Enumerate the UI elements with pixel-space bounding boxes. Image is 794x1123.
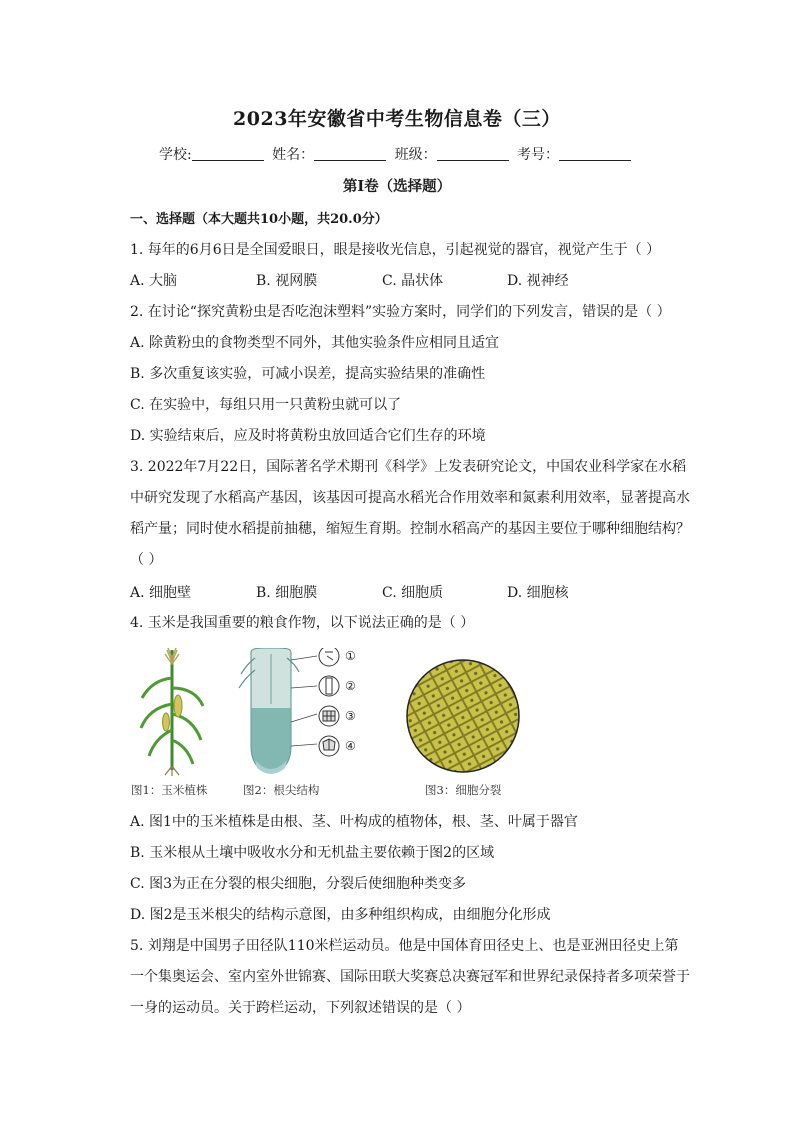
part-title: 第I卷（选择题） [342,178,452,195]
cell-division-figure [403,656,523,776]
figure-1-caption: 图1：玉米植株 [131,783,208,797]
q1-option-c[interactable]: C. 晶状体 [382,273,444,289]
q2-option-d[interactable]: D. 实验结束后，应及时将黄粉虫放回适合它们生存的环境 [130,428,486,444]
root-tip-figure [233,648,373,778]
school-blank[interactable] [192,146,264,161]
question-5-stem-line-1: 5. 刘翔是中国男子田径队110米栏运动员。他是中国体育田径史上、也是亚洲田径史上第 [130,938,679,954]
question-1-stem: 1. 每年的6月6日是全国爱眼日，眼是接收光信息，引起视觉的器官，视觉产生于（ ） [130,242,661,258]
class-label: 班级： [394,147,437,163]
name-label: 姓名： [272,147,315,163]
q4-option-c[interactable]: C. 图3为正在分裂的根尖细胞，分裂后使细胞种类变多 [130,876,467,892]
q4-option-a[interactable]: A. 图1中的玉米植株是由根、茎、叶构成的植物体，根、茎、叶属于器官 [130,814,578,830]
q3-option-b[interactable]: B. 细胞膜 [256,585,318,601]
question-2-stem: 2. 在讨论“探究黄粉虫是否吃泡沫塑料”实验方案时，同学们的下列发言，错误的是（ ） [130,304,671,320]
question-3-stem-line-3: 稻产量；同时使水稻提前抽穗，缩短生育期。控制水稻高产的基因主要位于哪种细胞结构？ [130,521,690,537]
number-label: 考号： [517,147,560,163]
q1-option-d[interactable]: D. 视神经 [507,273,569,289]
q4-option-d[interactable]: D. 图2是玉米根尖的结构示意图，由多种组织构成，由细胞分化形成 [130,907,551,923]
class-blank[interactable] [437,146,509,161]
figure-3-caption: 图3：细胞分裂 [425,783,502,797]
question-5-stem-line-2: 一个集奥运会、室内室外世锦赛、国际田联大奖赛总决赛冠军和世界纪录保持者多项荣誉于 [130,969,690,985]
q2-option-c[interactable]: C. 在实验中，每组只用一只黄粉虫就可以了 [130,397,402,413]
marker-2: ② [345,679,356,693]
question-4-figures [125,640,545,800]
school-label: 学校: [158,147,192,163]
question-4-stem: 4. 玉米是我国重要的粮食作物，以下说法正确的是（ ） [130,615,475,631]
marker-3: ③ [345,709,356,723]
marker-1: ① [345,649,356,663]
corn-plant-figure [137,648,207,776]
q3-option-c[interactable]: C. 细胞质 [382,585,444,601]
page-title: 2023年安徽省中考生物信息卷（三） [233,108,561,130]
student-info-row [0,144,794,164]
q3-option-a[interactable]: A. 细胞壁 [130,585,192,601]
marker-4: ④ [345,739,356,753]
name-blank[interactable] [314,146,386,161]
q4-option-b[interactable]: B. 玉米根从土壤中吸收水分和无机盐主要依赖于图2的区域 [130,845,495,861]
section-header: 一、选择题（本大题共10小题，共20.0分） [130,212,388,227]
q2-option-b[interactable]: B. 多次重复该实验，可减小误差，提高实验结果的准确性 [130,366,486,382]
q1-option-b[interactable]: B. 视网膜 [256,273,318,289]
q2-option-a[interactable]: A. 除黄粉虫的食物类型不同外，其他实验条件应相同且适宜 [130,335,500,351]
q1-option-a[interactable]: A. 大脑 [130,273,178,289]
question-5-stem-line-3: 一身的运动员。关于跨栏运动，下列叙述错误的是（ ） [130,1000,471,1016]
question-3-stem-line-1: 3. 2022年7月22日，国际著名学术期刊《科学》上发表研究论文，中国农业科学家在水稻 [130,459,687,475]
number-blank[interactable] [559,146,631,161]
question-3-stem-line-2: 中研究发现了水稻高产基因，该基因可提高水稻光合作用效率和氮素利用效率，显著提高水 [130,490,690,506]
q3-option-d[interactable]: D. 细胞核 [507,585,569,601]
question-3-stem-line-4: （ ） [130,552,163,568]
figure-2-caption: 图2：根尖结构 [243,783,320,797]
